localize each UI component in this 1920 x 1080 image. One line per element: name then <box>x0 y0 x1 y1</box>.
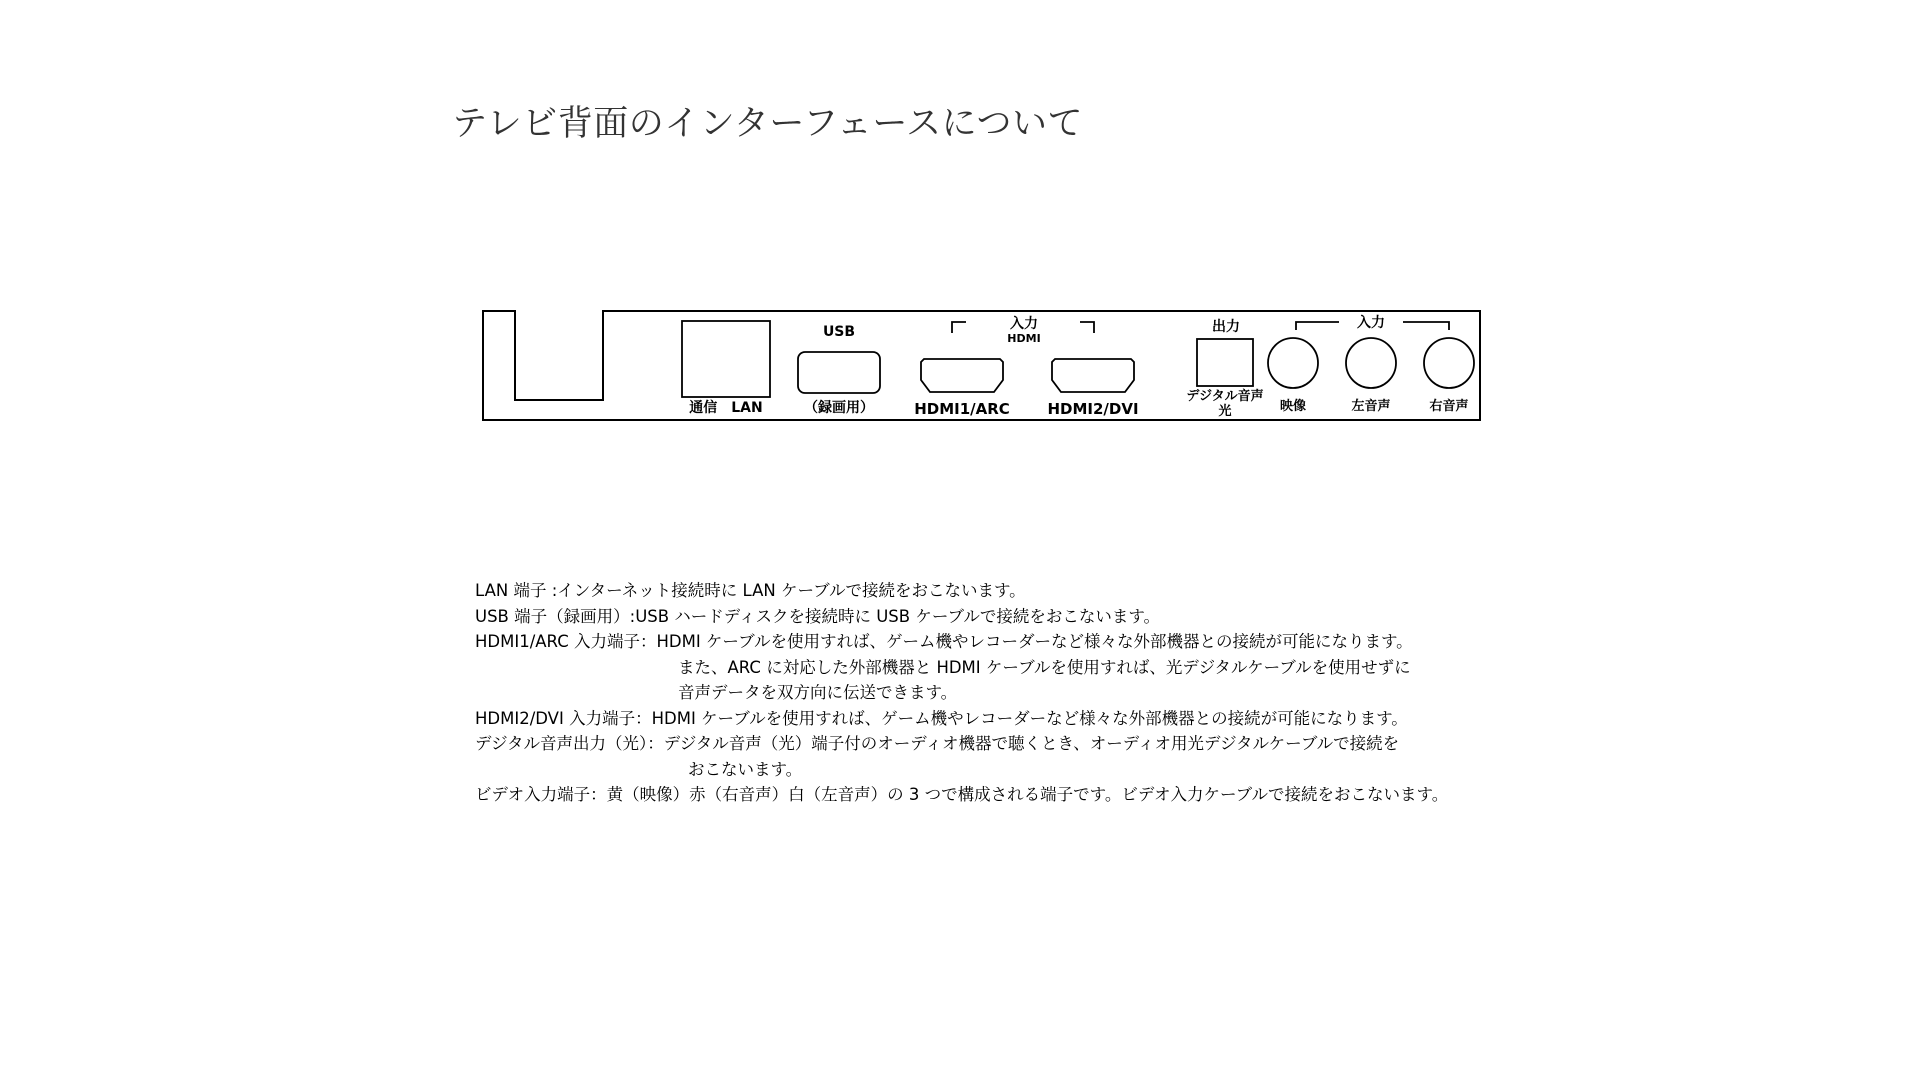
hdmi2-term: HDMI2/DVI 入力端子： <box>475 708 652 728</box>
video-term: ビデオ入力端子： <box>475 785 607 804</box>
usb-port <box>798 352 880 393</box>
usb-label: USB <box>822 324 856 340</box>
optical-port <box>1197 339 1253 386</box>
lan-port <box>682 321 770 397</box>
lan-port-label: 通信 LAN <box>689 400 763 416</box>
usb-port-label: （録画用） <box>804 400 874 416</box>
optical-label-line2: 光 <box>1218 404 1232 419</box>
optical-text: デジタル音声（光）端子付のオーディオ機器で聴くとき、オーディオ用光デジタルケーブルで接続を <box>663 734 1400 753</box>
lan-term: LAN 端子 : <box>475 581 558 600</box>
hdmi1-continuation-1: また、ARC に対応した外部機器と HDMI ケーブルを使用すれば、光デジタルケーブルを使用せずに <box>678 657 1411 677</box>
audio-right-label: 右音声 <box>1429 399 1469 414</box>
hdmi-logo: HDMI <box>1007 332 1041 345</box>
hdmi1-port <box>921 359 1003 392</box>
output-label: 出力 <box>1212 319 1240 335</box>
usb-description <box>475 604 1525 630</box>
video-jack <box>1268 338 1318 388</box>
audio-left-label: 左音声 <box>1351 399 1391 414</box>
usb-term: USB 端子（録画用）: <box>475 606 636 626</box>
hdmi-group-label: 入力 <box>1010 316 1038 332</box>
audio-right-jack <box>1424 338 1474 388</box>
hdmi1-text: HDMI ケーブルを使用すれば、ゲーム機やレコーダーなど様々な外部機器との接続が可能になります。 <box>656 632 1413 651</box>
video-jack-label: 映像 <box>1279 399 1307 414</box>
video-text: 黄（映像）赤（右音声）白（左音声）の 3 つで構成される端子です。ビデオ入力ケーブルで接続をおこないます。 <box>606 785 1449 804</box>
usb-text: USB ハードディスクを接続時に USB ケーブルで接続をおこないます。 <box>635 606 1161 626</box>
hdmi2-label: HDMI2/DVI <box>1047 400 1139 418</box>
video-bracket-right <box>1403 322 1449 330</box>
hdmi1-term: HDMI1/ARC 入力端子： <box>475 632 657 651</box>
hdmi2-port <box>1052 359 1134 392</box>
hdmi-bracket-right <box>1080 322 1094 333</box>
video-group-label: 入力 <box>1357 315 1385 331</box>
interface-descriptions <box>475 578 1525 808</box>
optical-continuation-1: おこないます。 <box>688 759 803 779</box>
hdmi1-description <box>475 629 1525 655</box>
audio-left-jack <box>1346 338 1396 388</box>
hdmi1-continuation-2: 音声データを双方向に伝送できます。 <box>678 683 958 702</box>
optical-description <box>475 731 1525 757</box>
page-title: テレビ背面のインターフェースについて <box>452 104 1083 144</box>
hdmi-bracket-left <box>952 322 966 333</box>
optical-term: デジタル音声出力（光）： <box>475 734 664 753</box>
lan-description <box>475 578 1525 604</box>
video-description <box>475 782 1525 808</box>
hdmi2-description <box>475 706 1525 732</box>
optical-label-line1: デジタル音声 <box>1186 389 1264 404</box>
lan-text: インターネット接続時に LAN ケーブルで接続をおこないます。 <box>557 581 1026 600</box>
video-bracket-left <box>1296 322 1339 330</box>
hdmi1-label: HDMI1/ARC <box>914 400 1010 418</box>
hdmi2-text: HDMI ケーブルを使用すれば、ゲーム機やレコーダーなど様々な外部機器との接続が可能になります。 <box>651 708 1408 728</box>
